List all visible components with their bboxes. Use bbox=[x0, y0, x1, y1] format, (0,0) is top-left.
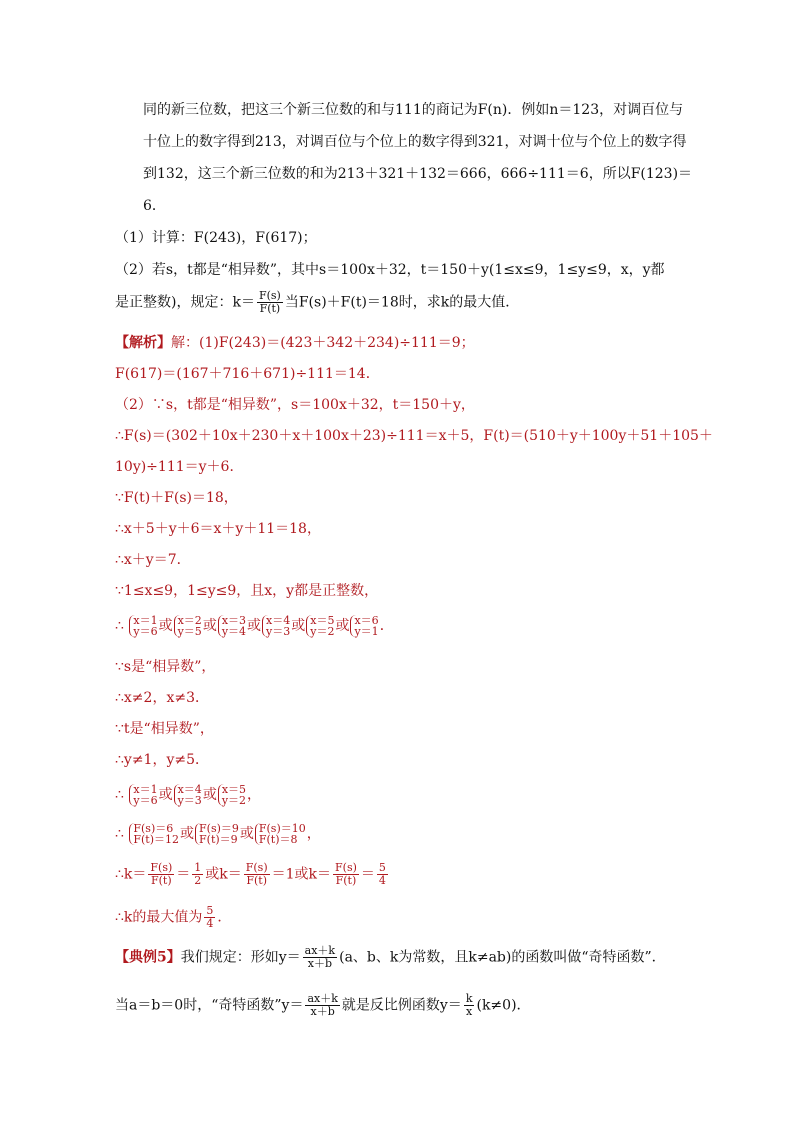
equation: x＝2 bbox=[177, 614, 202, 627]
or-word: 或 bbox=[158, 618, 173, 634]
or-word: 或 bbox=[202, 787, 217, 803]
odd-function-fraction: $\frac{ax+k}{x+b}$ bbox=[304, 944, 336, 970]
equation: y＝2 bbox=[310, 625, 335, 638]
problem-line-2: 十位上的数字得到213，对调百位与个位上的数字得到321，对调十位与个位上的数字得 bbox=[143, 134, 687, 150]
question-2-text: 是正整数)，规定：k＝ bbox=[115, 294, 255, 311]
k-fraction-2: $\frac{F(s)}{F(t)}$ bbox=[245, 861, 268, 887]
solution-k-values: ∴k＝ $\frac{F(s)}{F(t)}$ ＝ $\frac{1}{2}$ 或k＝ $\frac{F(s)}{F(t)}$ ＝1或k＝ $\frac{F(s)}{F(t)}$ ＝ $\frac{5}{4}$ bbox=[115, 861, 386, 887]
question-2-condition: 当F(s)＋F(t)＝18时，求k的最大值． bbox=[284, 294, 520, 311]
solution-line-9: ∵1≤x≤9，1≤y≤9，且x，y都是正整数， bbox=[115, 583, 379, 599]
equation: F(s)＝10 bbox=[258, 822, 306, 835]
equation-systems-list-2 bbox=[128, 783, 262, 807]
equation: x＝3 bbox=[221, 614, 247, 627]
or-word: 或 bbox=[180, 826, 195, 842]
solution-line-4: ∴F(s)＝(302＋10x＋230＋x＋100x＋23)÷111＝x＋5，F(t)＝(510＋y＋100y＋51＋105＋ bbox=[115, 428, 713, 444]
k-definition-fraction: $\frac{F(s)}{F(t)}$ bbox=[258, 289, 281, 315]
or-word: 或 bbox=[239, 826, 254, 842]
question-2: （2）若s，t都是“相异数”，其中s＝100x＋32，t＝150＋y(1≤x≤9，1≤y≤9，x，y都 bbox=[115, 262, 665, 278]
equation-system bbox=[174, 615, 202, 637]
equation: y＝2 bbox=[221, 794, 247, 807]
equation: y＝4 bbox=[221, 625, 247, 638]
equation: y＝3 bbox=[266, 625, 291, 638]
or-word: 或 bbox=[202, 618, 217, 634]
solution-systems-1: ∴ x＝1 y＝6 或 x＝2 y＝5 或 x＝3 y＝4 或 x＝4 y＝3 或 x＝5 y＝2 或 x＝6 y＝1 ． bbox=[115, 614, 394, 638]
solution-line-2: F(617)＝(167＋716＋671)÷111＝14． bbox=[115, 366, 380, 382]
equation-system bbox=[218, 615, 246, 637]
solution-line-6: ∵F(t)＋F(s)＝18， bbox=[115, 490, 238, 506]
k-fraction-1: $\frac{F(s)}{F(t)}$ bbox=[150, 861, 173, 887]
equation: F(t)＝8 bbox=[258, 833, 298, 846]
equation-system bbox=[262, 615, 290, 637]
solution-line-5: 10y)÷111＝y＋6． bbox=[115, 459, 244, 475]
k-fraction-3: $\frac{F(s)}{F(t)}$ bbox=[335, 861, 357, 887]
problem-line-1: 同的新三位数，把这三个新三位数的和与111的商记为F(n)．例如n＝123，对调百位与 bbox=[143, 102, 684, 118]
punctuation: ． bbox=[379, 618, 394, 634]
k-value-1: $\frac{1}{2}$ bbox=[194, 861, 202, 887]
equation-system bbox=[255, 823, 306, 845]
problem-line-4: 6． bbox=[143, 198, 166, 214]
equation-system bbox=[129, 823, 179, 845]
solution-line-11: ∴x≠2，x≠3． bbox=[115, 690, 209, 706]
equation-system bbox=[306, 615, 334, 637]
equation: x＝5 bbox=[221, 783, 247, 796]
equation-system bbox=[129, 615, 157, 637]
example5-line-2: 当a＝b＝0时，“奇特函数”y＝ $\frac{ax+k}{x+b}$ 就是反比例函数y＝ $\frac{k}{x}$ (k≠0)． bbox=[115, 992, 531, 1018]
solution-systems-2: ∴ x＝1 y＝6 或 x＝4 y＝3 或 x＝5 y＝2 ， bbox=[115, 783, 262, 807]
or-word: 或 bbox=[291, 618, 306, 634]
example5-tag: 【典例5】 bbox=[115, 949, 181, 966]
equation-systems-list-3 bbox=[128, 822, 321, 846]
or-word: 或 bbox=[158, 787, 173, 803]
equation: F(s)＝9 bbox=[199, 822, 239, 835]
solution-line-13: ∴y≠1，y≠5． bbox=[115, 752, 210, 768]
solution-line-7: ∴x＋5＋y＋6＝x＋y＋11＝18， bbox=[115, 521, 321, 537]
equation-systems-list-1 bbox=[128, 614, 394, 638]
equation: y＝1 bbox=[354, 625, 379, 638]
question-1: （1）计算：F(243)，F(617)； bbox=[115, 230, 317, 246]
inverse-function-fraction: $\frac{k}{x}$ bbox=[465, 992, 473, 1018]
solution-systems-3: ∴ F(s)＝6 F(t)＝12 或 F(s)＝9 F(t)＝9 或 F(s)＝10 F(t)＝8 ， bbox=[115, 822, 321, 846]
equation: y＝6 bbox=[133, 794, 158, 807]
equation: F(s)＝6 bbox=[133, 822, 174, 835]
solution-line-3: （2）∵s，t都是“相异数”，s＝100x＋32，t＝150＋y， bbox=[115, 397, 475, 413]
punctuation: ， bbox=[247, 787, 262, 803]
equation-system bbox=[129, 784, 157, 806]
solution-line-1: 【解析】解：(1)F(243)＝(423＋342＋234)÷111＝9； bbox=[115, 335, 475, 351]
or-word: 或 bbox=[335, 618, 350, 634]
solution-line-12: ∵t是“相异数”， bbox=[115, 721, 214, 737]
equation: x＝5 bbox=[310, 614, 335, 627]
odd-function-fraction-2: $\frac{ax+k}{x+b}$ bbox=[307, 992, 338, 1018]
problem-line-3: 到132，这三个新三位数的和为213＋321＋132＝666，666÷111＝6，所以F(123)＝ bbox=[143, 166, 693, 182]
equation: x＝6 bbox=[354, 614, 379, 627]
equation: F(t)＝9 bbox=[199, 833, 238, 846]
equation: x＝4 bbox=[266, 614, 291, 627]
question-2-continued bbox=[115, 290, 519, 315]
example5-line-1: 【典例5】我们规定：形如y＝ $\frac{ax+k}{x+b}$ (a、b、k为常数，且k≠ab)的函数叫做“奇特函数”． bbox=[115, 944, 666, 970]
equation-system bbox=[350, 615, 378, 637]
equation: x＝4 bbox=[177, 783, 202, 796]
k-max-fraction: $\frac{5}{4}$ bbox=[206, 904, 214, 930]
equation-system bbox=[174, 784, 202, 806]
equation: y＝6 bbox=[133, 625, 158, 638]
equation-system bbox=[195, 823, 239, 845]
equation: F(t)＝12 bbox=[133, 833, 180, 846]
equation: y＝5 bbox=[177, 625, 202, 638]
solution-tag: 【解析】 bbox=[115, 335, 171, 351]
solution-line-8: ∴x＋y＝7． bbox=[115, 552, 191, 568]
equation-system bbox=[218, 784, 246, 806]
equation: y＝3 bbox=[177, 794, 202, 807]
or-word: 或 bbox=[247, 618, 262, 634]
k-value-3: $\frac{5}{4}$ bbox=[378, 861, 386, 887]
solution-line-10: ∵s是“相异数”， bbox=[115, 659, 216, 675]
punctuation: ， bbox=[306, 826, 321, 842]
solution-k-max: ∴k的最大值为 $\frac{5}{4}$ ． bbox=[115, 904, 232, 930]
equation: x＝1 bbox=[133, 614, 158, 627]
equation: x＝1 bbox=[133, 783, 158, 796]
